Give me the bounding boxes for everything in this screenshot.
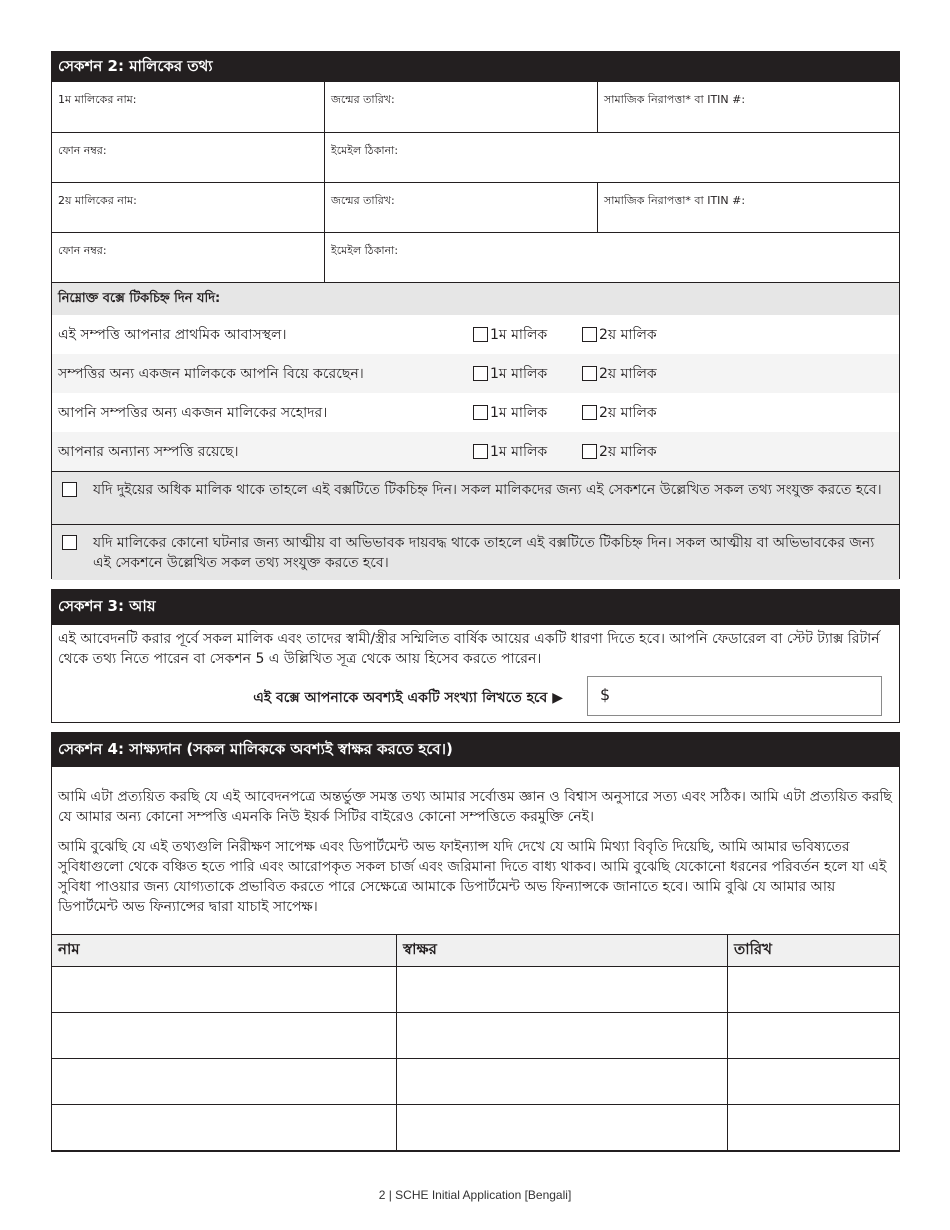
owner1-ssn-field[interactable]: সামাজিক নিরাপত্তা* বা ITIN #: — [597, 82, 899, 132]
question-text: সম্পত্তির অন্য একজন মালিককে আপনি বিয়ে করেছেন। — [58, 365, 364, 382]
page-footer: 2 | SCHE Initial Application [Bengali] — [378, 1188, 572, 1202]
section-4-title: সেকশন 4: সাক্ষ্যদান (সকল মালিককে অবশ্যই স্বাক্ষর করতে হবে।) — [52, 733, 899, 767]
section-2-owner-info — [51, 51, 900, 579]
owner2-name-field[interactable]: 2য় মালিকের নাম: — [58, 194, 137, 207]
certification-paragraph-1: আমি এটা প্রত্যয়িত করছি যে এই আবেদনপত্রে অন্তর্ভুক্ত সমস্ত তথ্য আমার সর্বোত্তম জ্ঞান ও বিশ্বাস অনুসারে সত্য এবং সঠিক। আমি এটা প্রত্যয়িত করছি যে আমার অন্য কোনো সম্পত্তি এমনকি নিউ ইয়র্ক সিটির বাইরেও কোনো সম্পত্তিতে করমুক্তি নেই। — [58, 789, 892, 825]
name-cell[interactable] — [52, 1013, 397, 1059]
checkbox-label: 1ম মালিক — [490, 443, 548, 460]
checkbox-icon[interactable] — [582, 444, 597, 459]
more-owners-text: যদি দুইয়ের অধিক মালিক থাকে তাহলে এই বক্সটিতে টিকচিহ্ন দিন। সকল মালিকদের জন্য এই সেকশনে উল্লেখিত সকল তথ্য সংযুক্ত করতে হবে। — [93, 482, 882, 498]
income-input-label: এই বক্সে আপনাকে অবশ্যই একটি সংখ্যা লিখতে হবে ▶ — [253, 690, 563, 706]
checkbox-label: 1ম মালিক — [490, 365, 548, 382]
owner1-name-row — [52, 82, 899, 132]
owner2-checkbox[interactable] — [582, 362, 657, 386]
owner1-checkbox[interactable] — [473, 362, 547, 386]
more-owners-checkbox[interactable] — [62, 482, 77, 497]
income-amount-input[interactable] — [587, 676, 882, 716]
date-cell[interactable] — [728, 1105, 900, 1151]
certification-paragraph-2: আমি বুঝেছি যে এই তথ্যগুলি নিরীক্ষণ সাপেক্ষ এবং ডিপার্টমেন্ট অভ ফাইন্যান্স যদি দেখে যে আমি মিথ্যা বিবৃতি দিয়েছি, আমি আমার ভবিষ্যতের সুবিধাগুলো থেকে বঞ্চিত হতে পারি এবং আরোপকৃত সকল চার্জ এবং জরিমানা দিতে বাধ্য থাকব। আমি বুঝেছি যেকোনো ধরনের পরিবর্তন হলে যা এই সুবিধা পাওয়ার জন্য যোগ্যতাকে প্রভাবিত করতে পারে সেক্ষেত্রে আমাকে ডিপার্টমেন্ট অভ ফিন্যান্সকে জানাতে হবে। আমি বুঝি যে আমার আয় ডিপার্টমেন্ট অভ ফিন্যান্সের দ্বারা যাচাই সাপেক্ষ। — [58, 839, 887, 915]
question-text: এই সম্পত্তি আপনার প্রাথমিক আবাসস্থল। — [58, 326, 287, 343]
owner2-ssn-field[interactable]: সামাজিক নিরাপত্তা* বা ITIN #: — [597, 183, 899, 232]
checkbox-label: 2য় মালিক — [599, 404, 657, 421]
name-cell[interactable] — [52, 1105, 397, 1151]
owner1-checkbox[interactable] — [473, 323, 547, 347]
name-cell[interactable] — [52, 1059, 397, 1105]
col-name-header: নাম — [52, 935, 397, 967]
checkbox-icon[interactable] — [473, 405, 488, 420]
owner2-checkbox[interactable] — [582, 323, 657, 347]
owner1-email-field[interactable]: ইমেইল ঠিকানা: — [324, 133, 899, 182]
checkbox-label: 2য় মালিক — [599, 365, 657, 382]
checkbox-icon[interactable] — [582, 405, 597, 420]
income-input-row — [52, 675, 899, 721]
owner1-name-field[interactable]: 1ম মালিকের নাম: — [58, 93, 137, 106]
owner2-checkbox[interactable] — [582, 401, 657, 425]
checkbox-label: 2য় মালিক — [599, 326, 657, 343]
signature-cell[interactable] — [397, 1105, 728, 1151]
checkbox-row-other-property — [52, 432, 899, 471]
signature-cell[interactable] — [397, 1059, 728, 1105]
owner1-contact-row — [52, 132, 899, 182]
signature-cell[interactable] — [397, 967, 728, 1013]
date-cell[interactable] — [728, 967, 900, 1013]
owner1-dob-field[interactable]: জন্মের তারিখ: — [324, 82, 597, 132]
owner1-checkbox[interactable] — [473, 440, 547, 464]
table-row — [52, 1105, 900, 1151]
table-row — [52, 967, 900, 1013]
table-row — [52, 1013, 900, 1059]
table-row — [52, 1059, 900, 1105]
more-owners-note — [52, 471, 899, 524]
checkbox-icon[interactable] — [582, 327, 597, 342]
checkbox-icon[interactable] — [473, 327, 488, 342]
checkbox-row-sibling — [52, 393, 899, 432]
owner2-dob-field[interactable]: জন্মের তারিখ: — [324, 183, 597, 232]
section-3-title: সেকশন 3: আয় — [52, 590, 899, 625]
checkbox-row-married — [52, 354, 899, 393]
checkbox-icon[interactable] — [473, 366, 488, 381]
dollar-sign: $ — [600, 685, 611, 704]
checkbox-icon[interactable] — [582, 366, 597, 381]
checkbox-label: 2য় মালিক — [599, 443, 657, 460]
guardian-note — [52, 524, 899, 580]
date-cell[interactable] — [728, 1059, 900, 1105]
owner2-contact-row — [52, 232, 899, 282]
checkbox-label: 1ম মালিক — [490, 404, 548, 421]
guardian-checkbox[interactable] — [62, 535, 77, 550]
guardian-text: যদি মালিকের কোনো ঘটনার জন্য আত্মীয় বা অভিভাবক দায়বদ্ধ থাকে তাহলে এই বক্সটিতে টিকচিহ্ন দিন। সকল আত্মীয় বা অভিভাবকের জন্য এই সেকশনে উল্লেখিত সকল তথ্য সংযুক্ত করতে হবে। — [93, 535, 875, 571]
section-4-certification — [51, 732, 900, 1152]
section-3-income — [51, 589, 900, 723]
checkbox-icon[interactable] — [473, 444, 488, 459]
question-text: আপনি সম্পত্তির অন্য একজন মালিকের সহোদর। — [58, 404, 328, 421]
signature-table-header — [52, 935, 900, 967]
date-cell[interactable] — [728, 1013, 900, 1059]
name-cell[interactable] — [52, 967, 397, 1013]
question-text: আপনার অন্যান্য সম্পত্তি রয়েছে। — [58, 443, 239, 460]
owner1-phone-field[interactable]: ফোন নম্বর: — [58, 144, 107, 157]
owner2-email-field[interactable]: ইমেইল ঠিকানা: — [324, 233, 899, 282]
signature-table — [51, 934, 900, 1151]
section-2-title: সেকশন 2: মালিকের তথ্য — [52, 52, 899, 82]
col-signature-header: স্বাক্ষর — [397, 935, 728, 967]
owner1-checkbox[interactable] — [473, 401, 547, 425]
owner2-checkbox[interactable] — [582, 440, 657, 464]
col-date-header: তারিখ — [728, 935, 900, 967]
owner2-phone-field[interactable]: ফোন নম্বর: — [58, 244, 107, 257]
income-instructions: এই আবেদনটি করার পূর্বে সকল মালিক এবং তাদের স্বামী/স্ত্রীর সম্মিলিত বার্ষিক আয়ের একটি ধারণা দিতে হবে। আপনি ফেডারেল বা স্টেট ট্যাক্স রিটার্ন থেকে তথ্য নিতে পারেন বা সেকশন 5 এ উল্লিখিত সূত্র থেকে আয় হিসেব করতে পারেন। — [58, 631, 880, 667]
owner2-name-row — [52, 182, 899, 232]
checkbox-row-primary-residence — [52, 315, 899, 354]
tick-heading: নিম্নোক্ত বক্সে টিকচিহ্ন দিন যদি: — [52, 282, 899, 315]
checkbox-label: 1ম মালিক — [490, 326, 548, 343]
signature-cell[interactable] — [397, 1013, 728, 1059]
